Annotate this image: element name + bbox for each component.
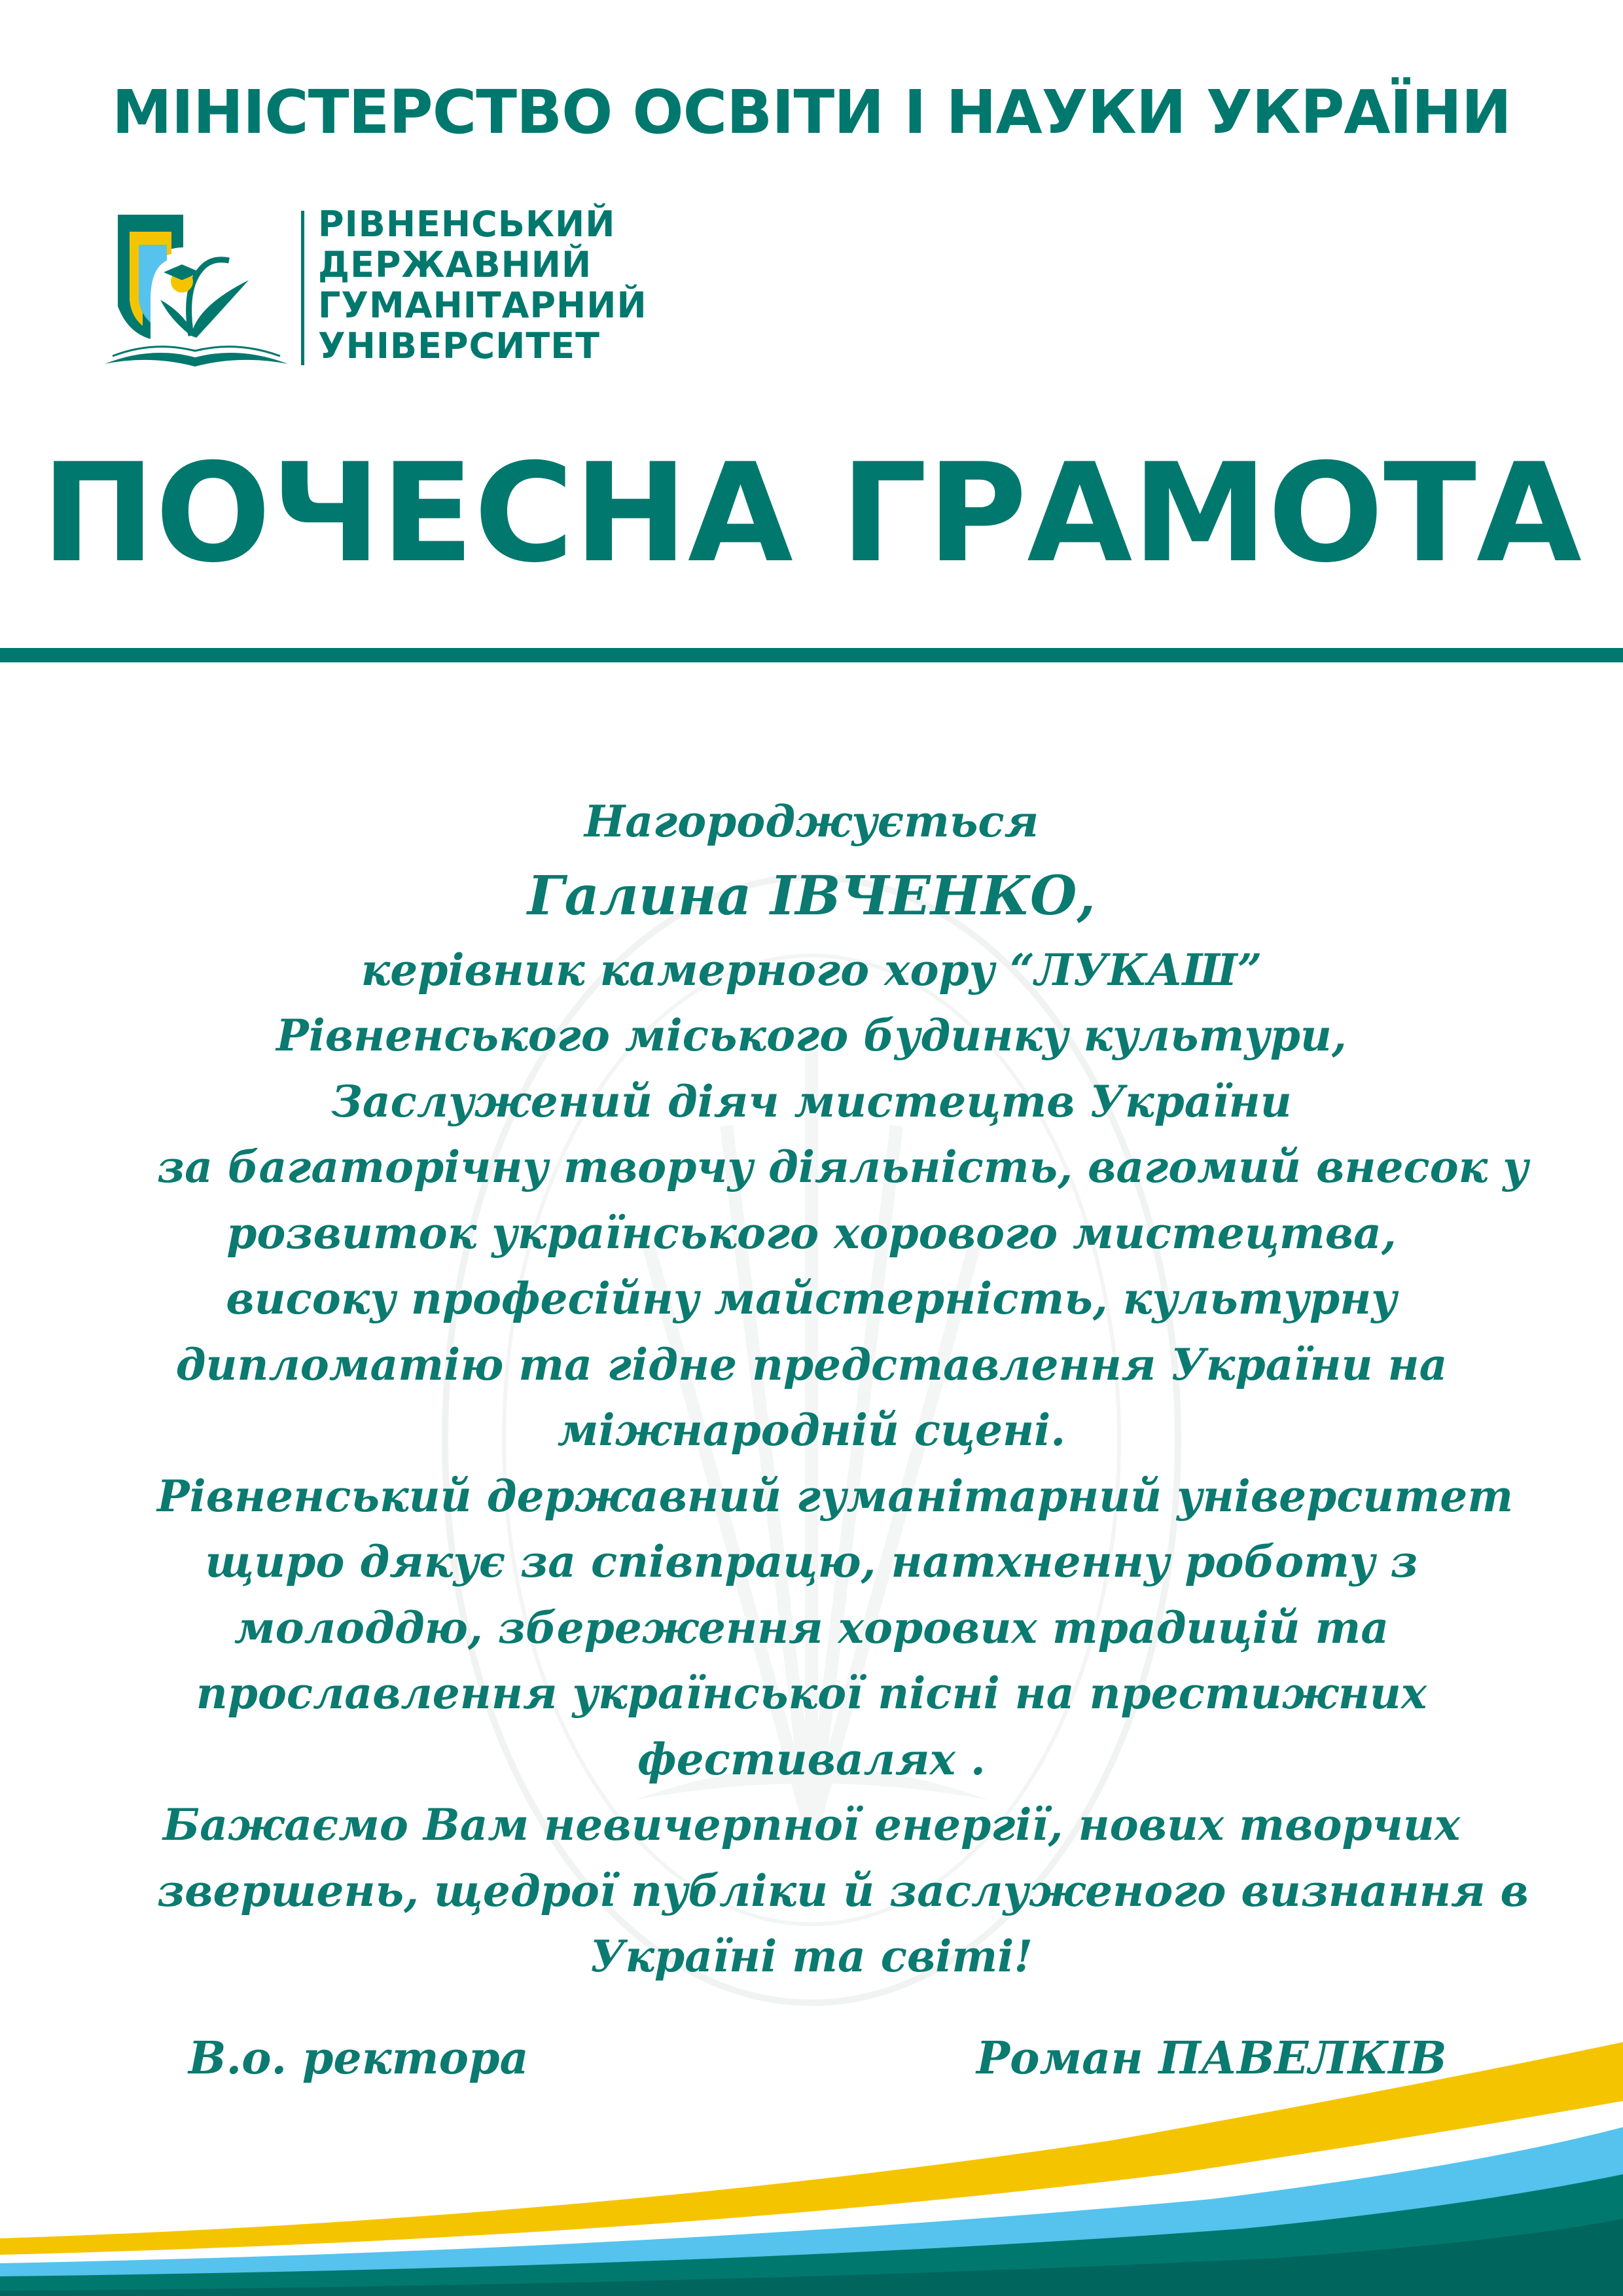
signatory-name: Роман ПАВЕЛКІВ [976, 2032, 1447, 2085]
body-line: керівник камерного хору “ЛУКАШ” [361, 944, 1262, 996]
university-logo-icon [98, 208, 294, 378]
university-name-line: РІВНЕНСЬКИЙ [318, 204, 616, 245]
body-line: високу професійну майстерність, культурну [226, 1273, 1397, 1324]
body-line: Рівненського міського будинку культури, [276, 1010, 1347, 1061]
body-line: звершень, щедрої публіки й заслуженого визнання в [157, 1865, 1529, 1916]
body-line: фестивалях . [637, 1733, 986, 1785]
body-line: за багаторічну творчу діяльність, вагомий внесок у [157, 1141, 1529, 1193]
title-divider [0, 648, 1623, 662]
body-line: щиро дякує за співпрацю, натхненну роботу з [205, 1536, 1418, 1587]
certificate-body [157, 789, 1529, 1990]
body-line: Заслужений діяч мистецтв України [331, 1075, 1292, 1127]
university-name-line: УНІВЕРСИТЕТ [318, 325, 600, 367]
university-name [318, 204, 647, 367]
recipient-name: Галина ІВЧЕНКО, [527, 864, 1096, 927]
university-name-line: ДЕРЖАВНИЙ [318, 244, 592, 285]
body-line: Україні та світі! [590, 1931, 1033, 1982]
signatory-position: В.о. ректора [188, 2032, 529, 2085]
ministry-heading: МІНІСТЕРСТВО ОСВІТИ І НАУКИ УКРАЇНИ [112, 77, 1511, 147]
university-name-line: ГУМАНІТАРНИЙ [318, 285, 647, 326]
body-line: Рівненський державний гуманітарний університет [157, 1470, 1514, 1522]
certificate-title: ПОЧЕСНА ГРАМОТА [41, 435, 1582, 593]
awarded-label: Нагороджується [584, 796, 1039, 847]
body-line: прославлення української пісні на престижних [196, 1668, 1427, 1719]
logo-divider [301, 211, 304, 365]
body-line: дипломатію та гідне представлення України на [175, 1338, 1448, 1390]
body-line: Бажаємо Вам невичерпної енергії, нових творчих [162, 1799, 1461, 1850]
body-line: міжнародній сцені. [557, 1405, 1066, 1456]
body-line: молоддю, збереження хорових традицій та [234, 1602, 1389, 1653]
body-line: розвиток українського хорового мистецтва, [226, 1207, 1397, 1259]
